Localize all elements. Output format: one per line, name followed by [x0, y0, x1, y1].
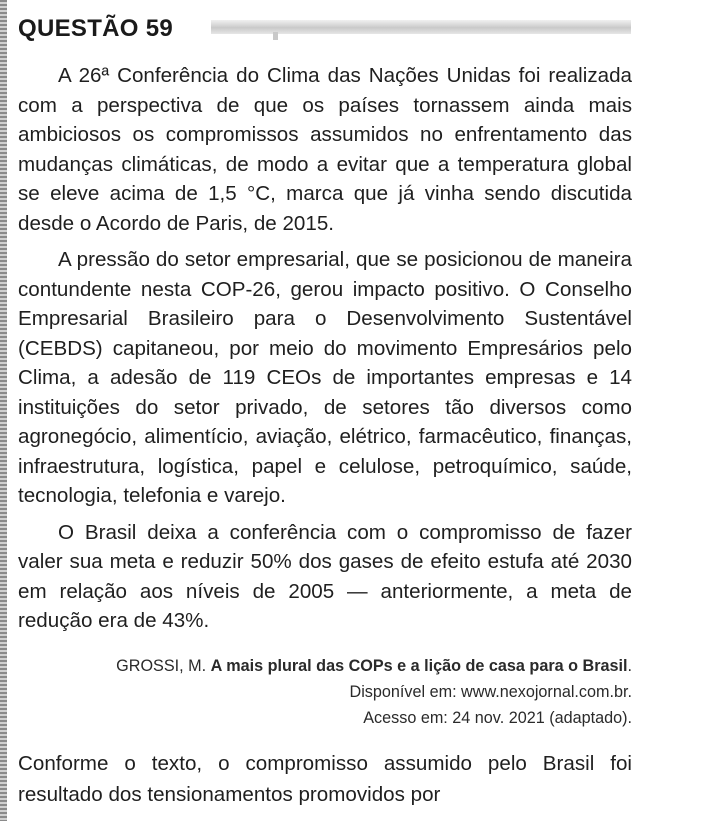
page-margin-rule [0, 0, 7, 821]
passage-paragraph-3: O Brasil deixa a conferência com o compromisso de fazer valer sua meta e reduzir 50% dos gases de efeito estufa até 2030 em relação aos níveis de 2005 — anteriormente, a meta de redução era de 43%. [18, 520, 632, 632]
citation-line-1: GROSSI, M. A mais plural das COPs e a lição de casa para o Brasil. [116, 657, 632, 675]
header-bar-notch [273, 32, 278, 40]
citation-work-title: A mais plural das COPs e a lição de casa para o Brasil [210, 657, 628, 675]
passage-paragraph-2: A pressão do setor empresarial, que se posicionou de maneira contundente nesta COP-26, gerou impacto positivo. O Conselho Empresarial Brasileiro para o Desenvolvimento Sustentável (CEBDS) capitaneou, por meio do movimento Empresários pelo Clima, a adesão de 119 CEOs de importantes empresas e 14 instituições do setor privado, de setores tão diversos como agronegócio, alimentício, aviação, elétrico, farmacêutico, finanças, infraestrutura, logística, papel e celulose, petroquímico, saúde, tecnologia, telefonia e varejo. [18, 248, 632, 507]
citation-access-date: Acesso em: 24 nov. 2021 (adaptado). [363, 709, 632, 727]
citation-availability: Disponível em: www.nexojornal.com.br. [349, 683, 632, 701]
question-header [18, 14, 638, 44]
question-prompt: Conforme o texto, o compromisso assumido pelo Brasil foi resultado dos tensionamentos promovidos por [18, 752, 632, 806]
source-citation [18, 653, 632, 731]
question-title: QUESTÃO 59 [18, 15, 174, 42]
passage [18, 61, 632, 636]
passage-paragraph-1: A 26ª Conferência do Clima das Nações Unidas foi realizada com a perspectiva de que os países tornassem ainda mais ambiciosos os compromissos assumidos no enfrentamento das mudanças climáticas, de modo a evitar que a temperatura global se eleve acima de 1,5 °C, marca que já vinha sendo discutida desde o Acordo de Paris, de 2015. [18, 64, 632, 235]
citation-author: GROSSI, M. [116, 657, 207, 675]
